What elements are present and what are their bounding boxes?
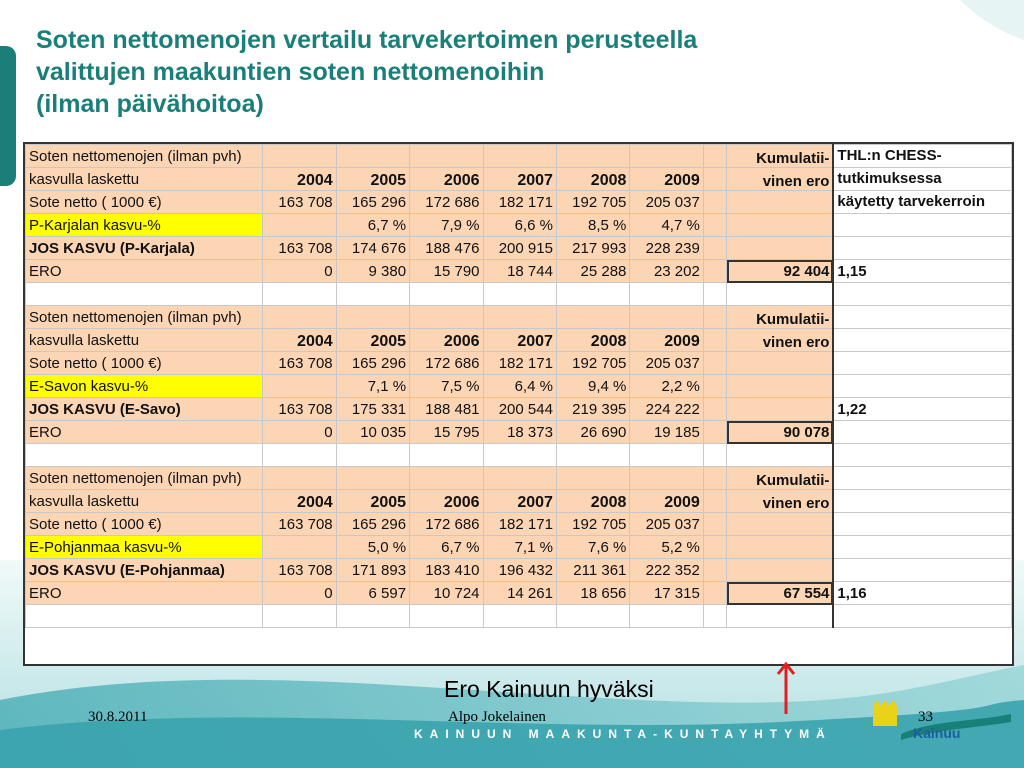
jos-value: 224 222 (630, 398, 703, 421)
growth-value: 8,5 % (556, 214, 629, 237)
netto-value: 172 686 (410, 513, 483, 536)
netto-value: 172 686 (410, 352, 483, 375)
header-row (26, 145, 1012, 168)
year-header: 2007 (483, 490, 556, 513)
empty-cell (703, 490, 726, 513)
empty-cell (263, 283, 336, 306)
empty-cell (410, 605, 483, 628)
cumulative-header: vinen ero (727, 329, 834, 352)
empty-cell (336, 467, 409, 490)
empty-cell (703, 214, 726, 237)
growth-value: 6,6 % (483, 214, 556, 237)
growth-label: E-Pohjanmaa kasvu-% (26, 536, 263, 559)
year-header: 2008 (556, 329, 629, 352)
netto-value: 205 037 (630, 513, 703, 536)
empty-cell (833, 214, 1011, 237)
ero-value: 19 185 (630, 421, 703, 444)
ero-value: 15 795 (410, 421, 483, 444)
netto-value: 182 171 (483, 513, 556, 536)
difference-caption: Ero Kainuun hyväksi (444, 676, 654, 702)
ero-value: 9 380 (336, 260, 409, 283)
empty-cell (703, 375, 726, 398)
jos-value: 196 432 (483, 559, 556, 582)
header-row (26, 467, 1012, 490)
netto-value: 205 037 (630, 191, 703, 214)
empty-cell (703, 145, 726, 168)
empty-cell (703, 513, 726, 536)
empty-cell (703, 559, 726, 582)
growth-value: 5,2 % (630, 536, 703, 559)
header-label: Soten nettomenojen (ilman pvh) (26, 306, 263, 329)
jos-value: 163 708 (263, 237, 336, 260)
jos-value: 188 481 (410, 398, 483, 421)
empty-cell (26, 605, 263, 628)
empty-cell (703, 536, 726, 559)
jos-value: 222 352 (630, 559, 703, 582)
growth-value: 7,6 % (556, 536, 629, 559)
empty-cell (26, 283, 263, 306)
netto-label: Sote netto ( 1000 €) (26, 513, 263, 536)
jos-value: 217 993 (556, 237, 629, 260)
empty-cell (703, 444, 726, 467)
netto-value: 192 705 (556, 352, 629, 375)
footer-author: Alpo Jokelainen (448, 709, 546, 725)
data-row-ero (26, 421, 1012, 444)
netto-label: Sote netto ( 1000 €) (26, 191, 263, 214)
empty-cell (336, 145, 409, 168)
empty-cell (703, 352, 726, 375)
empty-cell (703, 168, 726, 191)
year-header: 2009 (630, 329, 703, 352)
empty-cell (556, 145, 629, 168)
empty-cell (833, 467, 1011, 490)
growth-value: 2,2 % (630, 375, 703, 398)
empty-cell (703, 421, 726, 444)
ero-label: ERO (26, 582, 263, 605)
ero-value: 0 (263, 421, 336, 444)
year-header: 2006 (410, 168, 483, 191)
need-coefficient: 1,16 (833, 582, 1011, 605)
ero-value: 0 (263, 260, 336, 283)
ero-label: ERO (26, 421, 263, 444)
header-label: kasvulla laskettu (26, 329, 263, 352)
cumulative-header: Kumulatii- (727, 306, 834, 329)
ero-value: 6 597 (336, 582, 409, 605)
empty-cell (410, 444, 483, 467)
jos-value: 211 361 (556, 559, 629, 582)
growth-value: 7,5 % (410, 375, 483, 398)
jos-label: JOS KASVU (E-Pohjanmaa) (26, 559, 263, 582)
empty-cell (727, 352, 834, 375)
netto-value: 165 296 (336, 191, 409, 214)
empty-cell (483, 306, 556, 329)
empty-cell (833, 329, 1011, 352)
growth-value (263, 375, 336, 398)
growth-value (263, 536, 336, 559)
year-header: 2009 (630, 168, 703, 191)
empty-cell (263, 444, 336, 467)
need-coefficient: 1,22 (833, 398, 1011, 421)
growth-value: 9,4 % (556, 375, 629, 398)
ero-value: 18 744 (483, 260, 556, 283)
empty-cell (703, 260, 726, 283)
empty-cell (483, 467, 556, 490)
year-header: 2005 (336, 168, 409, 191)
empty-cell (336, 605, 409, 628)
spacer-row (26, 283, 1012, 306)
empty-cell (833, 536, 1011, 559)
netto-value: 192 705 (556, 513, 629, 536)
jos-label: JOS KASVU (E-Savo) (26, 398, 263, 421)
header-row (26, 329, 1012, 352)
up-arrow-icon (775, 660, 797, 716)
data-row-ero (26, 260, 1012, 283)
data-row-growth (26, 536, 1012, 559)
title-line-3: (ilman päivähoitoa) (36, 90, 264, 118)
left-accent-tab (0, 46, 16, 186)
jos-value: 188 476 (410, 237, 483, 260)
empty-cell (727, 444, 834, 467)
data-row-netto (26, 352, 1012, 375)
year-header: 2007 (483, 168, 556, 191)
empty-cell (703, 398, 726, 421)
title-line-2: valittujen maakuntien soten nettomenoihin (36, 58, 545, 86)
cumulative-total: 92 404 (727, 260, 834, 283)
empty-cell (26, 444, 263, 467)
netto-value: 165 296 (336, 513, 409, 536)
jos-value: 219 395 (556, 398, 629, 421)
empty-cell (263, 467, 336, 490)
empty-cell (727, 237, 834, 260)
netto-label: Sote netto ( 1000 €) (26, 352, 263, 375)
cumulative-header: Kumulatii- (727, 145, 834, 168)
jos-value: 228 239 (630, 237, 703, 260)
cumulative-total: 90 078 (727, 421, 834, 444)
empty-cell (833, 444, 1011, 467)
empty-cell (833, 352, 1011, 375)
empty-cell (263, 306, 336, 329)
ero-value: 15 790 (410, 260, 483, 283)
empty-cell (556, 283, 629, 306)
empty-cell (833, 375, 1011, 398)
empty-cell (630, 145, 703, 168)
header-label: Soten nettomenojen (ilman pvh) (26, 467, 263, 490)
note-header: THL:n CHESS- (833, 145, 1011, 168)
empty-cell (703, 237, 726, 260)
ero-value: 25 288 (556, 260, 629, 283)
empty-cell (727, 375, 834, 398)
jos-value: 163 708 (263, 398, 336, 421)
data-row-netto (26, 191, 1012, 214)
spreadsheet (23, 142, 1014, 666)
empty-cell (703, 306, 726, 329)
cumulative-header: Kumulatii- (727, 467, 834, 490)
data-row-ero (26, 582, 1012, 605)
empty-cell (703, 329, 726, 352)
spacer-row (26, 605, 1012, 628)
empty-cell (703, 191, 726, 214)
empty-cell (833, 559, 1011, 582)
header-row (26, 306, 1012, 329)
ero-value: 17 315 (630, 582, 703, 605)
year-header: 2008 (556, 490, 629, 513)
empty-cell (727, 513, 834, 536)
empty-cell (727, 283, 834, 306)
empty-cell (727, 214, 834, 237)
empty-cell (556, 605, 629, 628)
empty-cell (483, 283, 556, 306)
netto-value: 163 708 (263, 352, 336, 375)
growth-label: E-Savon kasvu-% (26, 375, 263, 398)
year-header: 2004 (263, 329, 336, 352)
year-header: 2009 (630, 490, 703, 513)
empty-cell (630, 467, 703, 490)
empty-cell (727, 536, 834, 559)
empty-cell (556, 467, 629, 490)
year-header: 2005 (336, 329, 409, 352)
growth-value: 7,1 % (336, 375, 409, 398)
footer-date: 30.8.2011 (88, 709, 148, 725)
comparison-table (25, 144, 1012, 628)
footer-brand: KAINUUN MAAKUNTA-KUNTAYHTYMÄ (414, 727, 832, 741)
header-label: kasvulla laskettu (26, 168, 263, 191)
jos-value: 200 544 (483, 398, 556, 421)
growth-value: 6,7 % (336, 214, 409, 237)
empty-cell (833, 605, 1011, 628)
jos-value: 183 410 (410, 559, 483, 582)
empty-cell (727, 559, 834, 582)
empty-cell (410, 283, 483, 306)
empty-cell (833, 421, 1011, 444)
empty-cell (703, 605, 726, 628)
empty-cell (410, 467, 483, 490)
empty-cell (336, 283, 409, 306)
ero-value: 10 035 (336, 421, 409, 444)
ero-label: ERO (26, 260, 263, 283)
cumulative-header: vinen ero (727, 490, 834, 513)
ero-value: 18 373 (483, 421, 556, 444)
footer-page-number: 33 (918, 709, 933, 725)
empty-cell (263, 145, 336, 168)
ero-value: 10 724 (410, 582, 483, 605)
ero-value: 26 690 (556, 421, 629, 444)
empty-cell (703, 467, 726, 490)
year-header: 2006 (410, 329, 483, 352)
growth-value (263, 214, 336, 237)
empty-cell (483, 444, 556, 467)
empty-cell (727, 605, 834, 628)
spacer-row (26, 444, 1012, 467)
logo-text: Kainuu (913, 725, 961, 741)
netto-value: 192 705 (556, 191, 629, 214)
slide-title (36, 24, 976, 120)
header-row (26, 168, 1012, 191)
netto-value: 182 171 (483, 352, 556, 375)
data-row-growth (26, 375, 1012, 398)
cumulative-total: 67 554 (727, 582, 834, 605)
ero-value: 18 656 (556, 582, 629, 605)
data-row-growth (26, 214, 1012, 237)
need-coefficient: 1,15 (833, 260, 1011, 283)
empty-cell (833, 306, 1011, 329)
ero-value: 14 261 (483, 582, 556, 605)
growth-value: 6,7 % (410, 536, 483, 559)
empty-cell (410, 145, 483, 168)
netto-value: 172 686 (410, 191, 483, 214)
growth-value: 6,4 % (483, 375, 556, 398)
year-header: 2006 (410, 490, 483, 513)
data-row-jos (26, 237, 1012, 260)
growth-value: 7,9 % (410, 214, 483, 237)
data-row-netto (26, 513, 1012, 536)
jos-value: 163 708 (263, 559, 336, 582)
empty-cell (703, 582, 726, 605)
empty-cell (410, 306, 483, 329)
ero-value: 0 (263, 582, 336, 605)
netto-value: 182 171 (483, 191, 556, 214)
header-label: Soten nettomenojen (ilman pvh) (26, 145, 263, 168)
title-line-1: Soten nettomenojen vertailu tarvekertoimen perusteella (36, 26, 698, 54)
year-header: 2004 (263, 490, 336, 513)
empty-cell (630, 306, 703, 329)
netto-value: 163 708 (263, 513, 336, 536)
kainuu-logo (873, 700, 1013, 748)
year-header: 2007 (483, 329, 556, 352)
year-header: 2008 (556, 168, 629, 191)
data-row-jos (26, 398, 1012, 421)
empty-cell (630, 283, 703, 306)
jos-label: JOS KASVU (P-Karjala) (26, 237, 263, 260)
growth-value: 7,1 % (483, 536, 556, 559)
jos-value: 171 893 (336, 559, 409, 582)
empty-cell (833, 513, 1011, 536)
empty-cell (833, 237, 1011, 260)
empty-cell (263, 605, 336, 628)
jos-value: 200 915 (483, 237, 556, 260)
empty-cell (556, 306, 629, 329)
jos-value: 174 676 (336, 237, 409, 260)
empty-cell (336, 306, 409, 329)
empty-cell (630, 605, 703, 628)
empty-cell (727, 398, 834, 421)
header-label: kasvulla laskettu (26, 490, 263, 513)
jos-value: 175 331 (336, 398, 409, 421)
empty-cell (483, 145, 556, 168)
cumulative-header: vinen ero (727, 168, 834, 191)
growth-value: 5,0 % (336, 536, 409, 559)
empty-cell (833, 490, 1011, 513)
empty-cell (556, 444, 629, 467)
ero-value: 23 202 (630, 260, 703, 283)
data-row-jos (26, 559, 1012, 582)
year-header: 2005 (336, 490, 409, 513)
empty-cell (833, 283, 1011, 306)
growth-label: P-Karjalan kasvu-% (26, 214, 263, 237)
empty-cell (727, 191, 834, 214)
note-header: käytetty tarvekerroin (833, 191, 1011, 214)
empty-cell (483, 605, 556, 628)
note-header: tutkimuksessa (833, 168, 1011, 191)
year-header: 2004 (263, 168, 336, 191)
header-row (26, 490, 1012, 513)
empty-cell (336, 444, 409, 467)
netto-value: 165 296 (336, 352, 409, 375)
growth-value: 4,7 % (630, 214, 703, 237)
netto-value: 163 708 (263, 191, 336, 214)
empty-cell (703, 283, 726, 306)
empty-cell (630, 444, 703, 467)
netto-value: 205 037 (630, 352, 703, 375)
